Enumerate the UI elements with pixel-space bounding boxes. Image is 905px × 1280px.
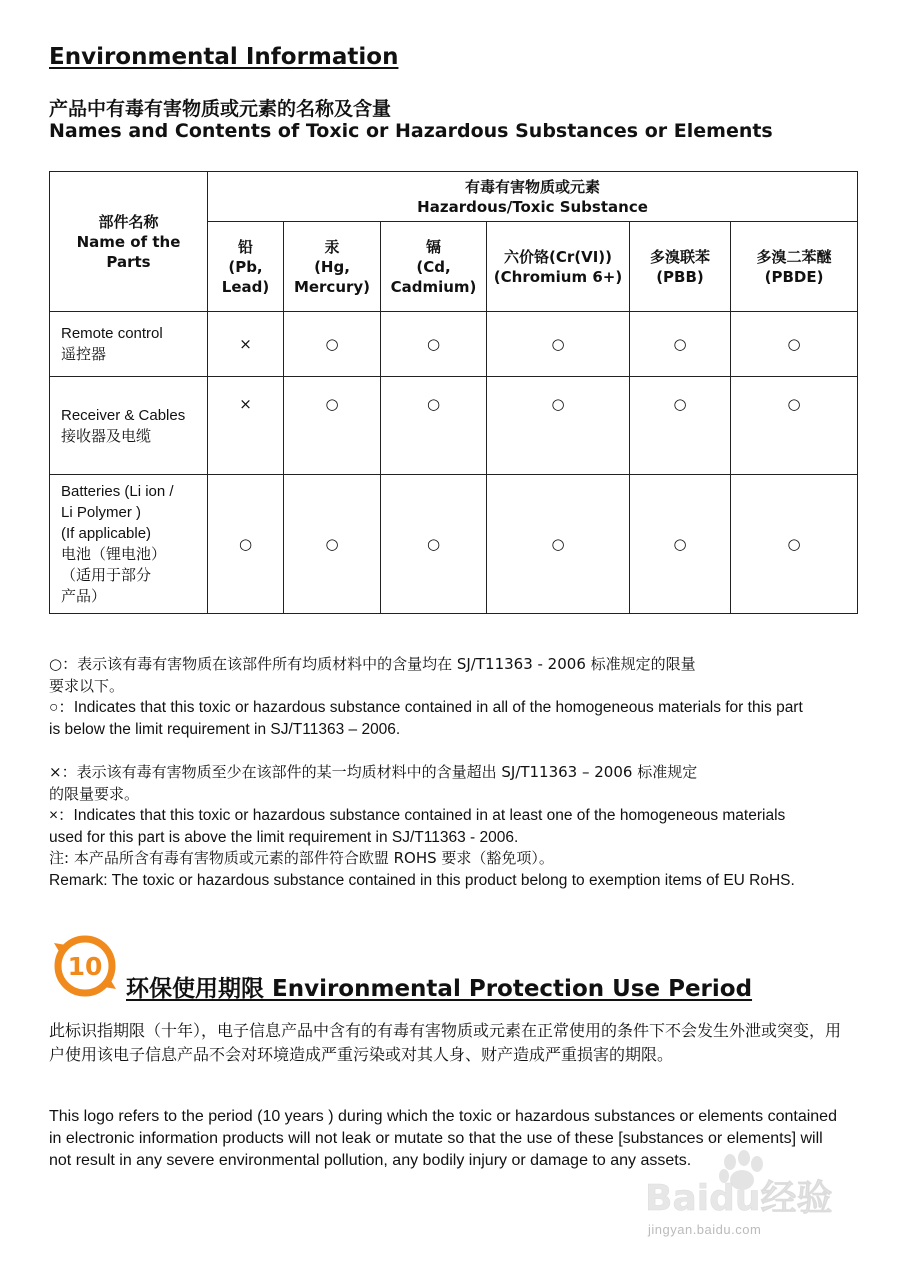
column-header-hg: 汞 (Hg, Mercury) bbox=[284, 222, 381, 312]
value-cell: ○ bbox=[487, 377, 630, 475]
note-circle: ○：表示该有毒有害物质在该部件所有均质材料中的含量均在 SJ/T11363 - 2006 标准规定的限量 要求以下。 ○：Indicates that this toxic or hazardous substance contained in all of the homogeneous materials for this part is below the limit requirement in SJ/T11363 – 2006. bbox=[49, 655, 803, 738]
table-row bbox=[50, 377, 858, 475]
value-cell: ○ bbox=[381, 312, 487, 377]
watermark-url: jingyan.baidu.com bbox=[648, 1222, 762, 1237]
value-cell: ○ bbox=[731, 475, 858, 614]
value-cell: ○ bbox=[284, 312, 381, 377]
value-cell: ○ bbox=[208, 475, 284, 614]
value-cell: × bbox=[208, 377, 284, 475]
part-name: Batteries (Li ion / Li Polymer ) (If applicable) 电池（锂电池） （适用于部分 产品） bbox=[50, 475, 208, 614]
note-cross: ×：表示该有毒有害物质至少在该部件的某一均质材料中的含量超出 SJ/T11363 – 2006 标准规定 的限量要求。 ×：Indicates that this toxic or hazardous substance contained in at least one of the homogeneous materials used for this part is above the limit requirement in SJ/T11363 - 2006. 注: 本产品所含有毒有害物质或元素的部件符合欧盟 ROHS 要求（豁免项）。 Remark: The toxic or hazardous substance contained in this product belong to exemption items of EU RoHS. bbox=[49, 763, 795, 889]
value-cell: ○ bbox=[630, 475, 731, 614]
epup-text-cn: 此标识指期限（十年），电子信息产品中含有的有毒有害物质或元素在正常使用的条件下不会发生外泄或突变，用户使用该电子信息产品不会对环境造成严重污染或对其人身、财产造成严重损害的期限。 bbox=[49, 1021, 842, 1064]
column-header-pbde: 多溴二苯醚 (PBDE) bbox=[731, 222, 858, 312]
value-cell: ○ bbox=[731, 377, 858, 475]
group-header: 有毒有害物质或元素 Hazardous/Toxic Substance bbox=[208, 172, 858, 222]
part-name: Receiver & Cables 接收器及电缆 bbox=[50, 377, 208, 475]
epup-10-logo bbox=[52, 933, 118, 999]
part-name: Remote control 遥控器 bbox=[50, 312, 208, 377]
page-title: Environmental Information bbox=[49, 44, 399, 70]
value-cell: ○ bbox=[284, 475, 381, 614]
value-cell: ○ bbox=[284, 377, 381, 475]
epup-heading: 环保使用期限 Environmental Protection Use Period bbox=[126, 976, 753, 1002]
column-header-pb: 铅 (Pb, Lead) bbox=[208, 222, 284, 312]
table-row bbox=[50, 312, 858, 377]
watermark-brand: Baidu经验 bbox=[645, 1178, 833, 1219]
value-cell: ○ bbox=[381, 377, 487, 475]
value-cell: ○ bbox=[381, 475, 487, 614]
value-cell: ○ bbox=[487, 312, 630, 377]
epup-text-en: This logo refers to the period (10 years ) during which the toxic or hazardous substances or elements contained in electronic information products will not leak or mutate so that the use of these [substances or elements] will not result in any severe environmental pollution, any bodily injury or damage to any assets. bbox=[49, 1108, 837, 1169]
subtitle-cn: 产品中有毒有害物质或元素的名称及含量 bbox=[49, 98, 392, 120]
table-row bbox=[50, 475, 858, 614]
subtitle-en: Names and Contents of Toxic or Hazardous Substances or Elements bbox=[49, 120, 773, 142]
parts-header: 部件名称 Name of the Parts bbox=[50, 172, 208, 312]
column-header-pbb: 多溴联苯 (PBB) bbox=[630, 222, 731, 312]
value-cell: ○ bbox=[630, 377, 731, 475]
column-header-cd: 镉 (Cd, Cadmium) bbox=[381, 222, 487, 312]
value-cell: ○ bbox=[487, 475, 630, 614]
value-cell: ○ bbox=[630, 312, 731, 377]
value-cell: × bbox=[208, 312, 284, 377]
value-cell: ○ bbox=[731, 312, 858, 377]
logo-number: 10 bbox=[67, 952, 103, 981]
column-header-cr6: 六价铬(Cr(VI)) (Chromium 6+) bbox=[487, 222, 630, 312]
substance-table bbox=[49, 171, 858, 614]
